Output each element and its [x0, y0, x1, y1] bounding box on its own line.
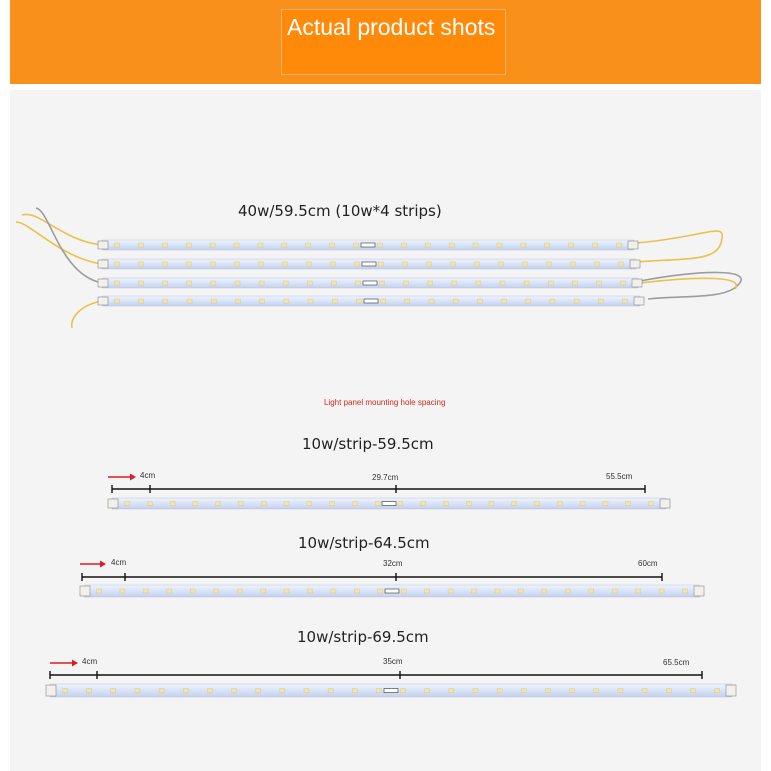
strip-69-5-led	[135, 689, 140, 693]
strip-59-5-led	[649, 502, 654, 506]
strip-69-5-led	[207, 689, 212, 693]
strip-69-5-led	[256, 689, 261, 693]
bundle-strip-4-led	[598, 299, 603, 303]
strip1-right-measure: 55.5cm	[606, 472, 633, 481]
bundle-strip-4	[98, 296, 644, 306]
strip-64-5-led	[425, 589, 430, 593]
strip1-dims-arrow-head	[130, 474, 136, 481]
bundle-strip-2-led	[163, 262, 168, 266]
strip-69-5-led	[280, 689, 285, 693]
bundle-strip-2-led	[451, 262, 456, 266]
bundle-strip-2-led	[187, 262, 192, 266]
bundle-strip-1-led	[330, 243, 335, 247]
strip-69-5-led	[473, 689, 478, 693]
strip-59-5-led	[466, 502, 471, 506]
strip-64-5-connector-right	[694, 586, 704, 596]
bundle-strip-4-led	[284, 299, 289, 303]
strip-59-5-led	[170, 502, 175, 506]
strip-64-5-led	[448, 589, 453, 593]
strip-69-5-led	[690, 689, 695, 693]
bundle-strip-4-mount-mark	[364, 299, 378, 303]
bundle-strip-4-led	[381, 299, 386, 303]
strip-69-5-led	[642, 689, 647, 693]
bundle-strip-4-led	[235, 299, 240, 303]
bundle-strip-3-led	[548, 281, 553, 285]
bundle-strip-3-led	[355, 281, 360, 285]
bundle-strip-1-mount-mark	[361, 243, 375, 247]
strip-59-5-led	[489, 502, 494, 506]
strip2-right-measure: 60cm	[638, 559, 658, 568]
bundle-strip-2-led	[571, 262, 576, 266]
strip-69-5-led	[401, 689, 406, 693]
strip-69-5-led	[87, 689, 92, 693]
bundle-strip-2-led	[331, 262, 336, 266]
bundle-strip-1-led	[186, 243, 191, 247]
strip-69-5-led	[594, 689, 599, 693]
bundle-strip-3-led	[380, 281, 385, 285]
bundle-strip-1-connector-right	[628, 241, 638, 249]
bundle-strip-1-led	[234, 243, 239, 247]
bundle-strip-4-led	[453, 299, 458, 303]
bundle-strip-4-connector-left	[98, 297, 108, 305]
led-strips	[46, 240, 736, 697]
bundle-strip-2-led	[283, 262, 288, 266]
strip-59-5-led	[238, 502, 243, 506]
strip-64-5-led	[401, 589, 406, 593]
bundle-strip-1	[98, 240, 638, 250]
bundle-strip-3-led	[235, 281, 240, 285]
strip-64-5-led	[612, 589, 617, 593]
strip-69-5-led	[111, 689, 116, 693]
strip-label-2: 10w/strip-64.5cm	[298, 534, 430, 552]
bundle-strip-2-connector-right	[630, 260, 640, 268]
bundle-strip-3-led	[452, 281, 457, 285]
bundle-strip-4-led	[139, 299, 144, 303]
bundle-strip-1-led	[377, 243, 382, 247]
strip-69-5-led	[618, 689, 623, 693]
bundle-strip-3	[98, 278, 642, 288]
strip3-mid-measure: 35cm	[383, 657, 403, 666]
strip-64-5-led	[518, 589, 523, 593]
strip-64-5-led	[214, 589, 219, 593]
strip-64-5-led	[589, 589, 594, 593]
bundle-strip-4-led	[332, 299, 337, 303]
bundle-strip-3-led	[259, 281, 264, 285]
bundle-strip-3-led	[115, 281, 120, 285]
strip-64-5-led	[143, 589, 148, 593]
strip-59-5-led	[330, 502, 335, 506]
bundle-strip-2-led	[547, 262, 552, 266]
strip-69-5-led	[232, 689, 237, 693]
strip-59-5-led	[193, 502, 198, 506]
bundle-strip-4-led	[187, 299, 192, 303]
strip-64-5-led	[307, 589, 312, 593]
bundle-strip-4-led	[356, 299, 361, 303]
bundle-strip-2	[98, 259, 640, 269]
strip-64-5-led	[331, 589, 336, 593]
strip-69-5-led	[352, 689, 357, 693]
bundle-strip-3-led	[211, 281, 216, 285]
bundle-strip-1-led	[425, 243, 430, 247]
strip3-dims-arrow-head	[72, 660, 78, 667]
strip-64-5-led	[659, 589, 664, 593]
bundle-strip-2-led	[595, 262, 600, 266]
bundle-strip-4-led	[526, 299, 531, 303]
strip-label-3: 10w/strip-69.5cm	[297, 628, 429, 646]
bundle-strip-1-led	[115, 243, 120, 247]
bundle-strip-3-connector-right	[632, 279, 642, 287]
strip-64-5-led	[378, 589, 383, 593]
bundle-label: 40w/59.5cm (10w*4 strips)	[238, 202, 442, 220]
strip-59-5-mount-mark	[382, 502, 396, 506]
strip2-left-measure: 4cm	[111, 558, 127, 567]
strip-64-5-led	[683, 589, 688, 593]
strip-59-5-led	[147, 502, 152, 506]
strip-64-5-led	[565, 589, 570, 593]
bundle-strip-4-led	[477, 299, 482, 303]
strip-69-5-led	[63, 689, 68, 693]
strip-59-5-led	[307, 502, 312, 506]
bundle-strip-3-led	[404, 281, 409, 285]
strip-64-5-led	[120, 589, 125, 593]
bundle-strip-4-led	[623, 299, 628, 303]
bundle-strip-2-led	[307, 262, 312, 266]
strip-59-5-led	[421, 502, 426, 506]
strip-59-5-led	[261, 502, 266, 506]
strip-64-5-led	[97, 589, 102, 593]
bundle-strip-1-led	[210, 243, 215, 247]
bundle-strip-2-led	[379, 262, 384, 266]
bundle-strip-2-led	[427, 262, 432, 266]
bundle-strip-2-led	[259, 262, 264, 266]
mounting-note: Light panel mounting hole spacing	[324, 398, 446, 407]
bundle-strip-3-led	[163, 281, 168, 285]
strip-59-5-led	[580, 502, 585, 506]
strip-69-5-led	[715, 689, 720, 693]
strip-64-5-led	[190, 589, 195, 593]
strip-64-5	[80, 585, 704, 597]
bundle-strip-2-led	[115, 262, 120, 266]
strip-64-5-led	[636, 589, 641, 593]
strip-59-5-led	[557, 502, 562, 506]
strip-59-5-led	[512, 502, 517, 506]
bundle-strip-2-mount-mark	[362, 262, 376, 266]
bundle-strip-3-led	[139, 281, 144, 285]
strip-69-5-connector-left	[46, 685, 56, 696]
bundle-strip-1-connector-left	[98, 241, 108, 249]
bundle-strip-1-led	[306, 243, 311, 247]
strip-59-5-connector-right	[660, 499, 670, 508]
bundle-strip-4-led	[260, 299, 265, 303]
bundle-strip-3-mount-mark	[363, 281, 377, 285]
strip1-mid-measure: 29.7cm	[372, 473, 399, 482]
strip-label-1: 10w/strip-59.5cm	[302, 435, 434, 453]
strip-64-5-led	[284, 589, 289, 593]
bundle-strip-4-led	[502, 299, 507, 303]
bundle-strip-3-led	[307, 281, 312, 285]
strip-64-5-led	[237, 589, 242, 593]
strip-64-5-led	[542, 589, 547, 593]
bundle-strip-1-led	[497, 243, 502, 247]
bundle-strip-3-led	[572, 281, 577, 285]
strip-59-5-led	[125, 502, 130, 506]
bundle-strip-3-led	[331, 281, 336, 285]
strip-69-5-connector-right	[726, 685, 736, 696]
bundle-strip-2-led	[499, 262, 504, 266]
strip-64-5-led	[472, 589, 477, 593]
bundle-strip-1-led	[593, 243, 598, 247]
strip-69-5-led	[545, 689, 550, 693]
bundle-strip-3-led	[476, 281, 481, 285]
strip-59-5	[108, 498, 670, 509]
bundle-strip-1-led	[162, 243, 167, 247]
strip-69-5-led	[376, 689, 381, 693]
bundle-strip-2-connector-left	[98, 260, 108, 268]
bundle-strip-4-led	[308, 299, 313, 303]
strip2-dims-arrow-head	[100, 561, 106, 568]
bundle-strip-2-led	[523, 262, 528, 266]
bundle-strip-4-led	[115, 299, 120, 303]
bundle-strip-1-led	[282, 243, 287, 247]
strip-69-5-led	[159, 689, 164, 693]
bundle-strip-1-led	[521, 243, 526, 247]
bundle-strip-1-led	[617, 243, 622, 247]
bundle-strip-3-connector-left	[98, 279, 108, 287]
strip-69-5	[46, 684, 736, 697]
strip-59-5-led	[443, 502, 448, 506]
strip-64-5-connector-left	[80, 586, 90, 596]
bundle-strip-1-led	[545, 243, 550, 247]
strip-69-5-led	[183, 689, 188, 693]
bundle-strip-3-led	[621, 281, 626, 285]
bundle-strip-1-led	[354, 243, 359, 247]
strip-59-5-led	[216, 502, 221, 506]
bundle-strip-2-led	[235, 262, 240, 266]
bundle-strip-2-led	[355, 262, 360, 266]
strip2-mid-measure: 32cm	[383, 559, 403, 568]
strip-59-5-led	[375, 502, 380, 506]
strip-59-5-led	[626, 502, 631, 506]
bundle-strip-2-led	[403, 262, 408, 266]
bundle-strip-3-led	[428, 281, 433, 285]
strip-64-5-led	[354, 589, 359, 593]
strip-69-5-led	[570, 689, 575, 693]
bundle-strip-1-led	[473, 243, 478, 247]
strip-69-5-led	[521, 689, 526, 693]
strip-59-5-led	[284, 502, 289, 506]
bundle-strip-4-led	[550, 299, 555, 303]
bundle-strip-4-connector-right	[634, 297, 644, 305]
strip-64-5-led	[167, 589, 172, 593]
bundle-strip-3-led	[500, 281, 505, 285]
strip-69-5-led	[304, 689, 309, 693]
strip-64-5-led	[495, 589, 500, 593]
strip3-right-measure: 65.5cm	[663, 658, 690, 667]
strip-59-5-led	[352, 502, 357, 506]
strip-64-5-mount-mark	[385, 589, 399, 593]
strip3-dims	[50, 660, 702, 680]
strip-69-5-led	[425, 689, 430, 693]
strip1-dims	[108, 474, 645, 494]
bundle-strip-3-led	[596, 281, 601, 285]
bundle-strip-4-led	[211, 299, 216, 303]
strip-69-5-led	[449, 689, 454, 693]
strip-59-5-led	[398, 502, 403, 506]
bundle-strip-1-led	[258, 243, 263, 247]
strip-69-5-led	[666, 689, 671, 693]
bundle-strip-1-led	[138, 243, 143, 247]
strip-59-5-connector-left	[108, 499, 118, 508]
bundle-strip-4-led	[574, 299, 579, 303]
bundle-strip-1-led	[449, 243, 454, 247]
strip-69-5-led	[497, 689, 502, 693]
strip1-left-measure: 4cm	[140, 471, 156, 480]
strip3-left-measure: 4cm	[82, 657, 98, 666]
banner-title: Actual product shots	[287, 14, 496, 40]
bundle-strip-2-led	[211, 262, 216, 266]
bundle-strip-3-led	[187, 281, 192, 285]
bundle-strip-4-led	[163, 299, 168, 303]
bundle-strip-1-led	[569, 243, 574, 247]
bundle-strip-2-led	[139, 262, 144, 266]
strip-69-5-mount-mark	[384, 689, 398, 693]
bundle-strip-2-led	[475, 262, 480, 266]
bundle-strip-4-led	[405, 299, 410, 303]
bundle-strip-3-led	[524, 281, 529, 285]
strip-69-5-led	[328, 689, 333, 693]
bundle-strip-3-led	[283, 281, 288, 285]
bundle-strip-4-led	[429, 299, 434, 303]
bundle-strip-1-led	[401, 243, 406, 247]
strip-59-5-led	[535, 502, 540, 506]
strip-59-5-led	[603, 502, 608, 506]
strip2-dims	[80, 561, 662, 582]
strip-64-5-led	[261, 589, 266, 593]
bundle-strip-2-led	[619, 262, 624, 266]
